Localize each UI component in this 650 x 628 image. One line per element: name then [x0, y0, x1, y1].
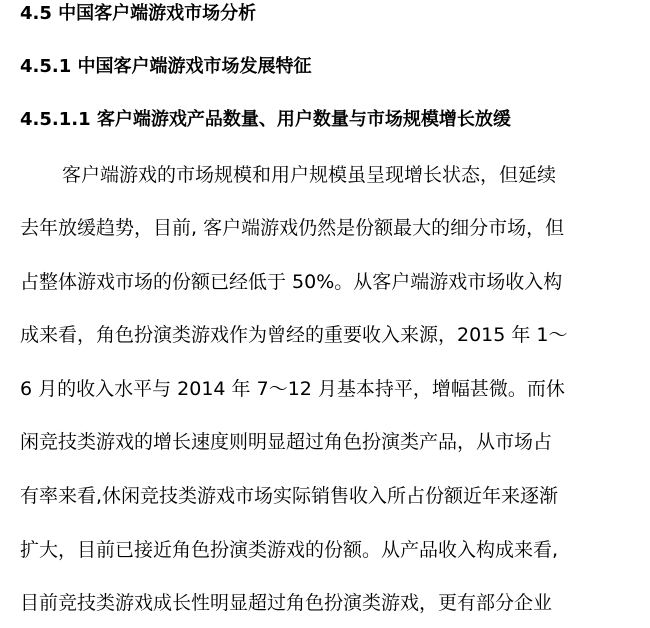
- paragraph-line: 占整体游戏市场的份额已经低于 50%。从客户端游戏市场收入构: [20, 271, 563, 293]
- paragraph-line: 6 月的收入水平与 2014 年 7～12 月基本持平，增幅甚微。而休: [20, 378, 565, 400]
- paragraph-line: 去年放缓趋势，目前, 客户端游戏仍然是份额最大的细分市场，但: [20, 217, 565, 239]
- paragraph-line: 目前竞技类游戏成长性明显超过角色扮演类游戏，更有部分企业: [20, 592, 553, 614]
- paragraph-line: 有率来看,休闲竞技类游戏市场实际销售收入所占份额近年来逐渐: [20, 485, 559, 507]
- paragraph-line: 客户端游戏的市场规模和用户规模虽呈现增长状态，但延续: [62, 164, 557, 186]
- section-heading: 4.5 中国客户端游戏市场分析: [20, 3, 257, 24]
- paragraph-line: 成来看，角色扮演类游戏作为曾经的重要收入来源，2015 年 1～: [20, 324, 568, 346]
- subsection-heading: 4.5.1 中国客户端游戏市场发展特征: [20, 56, 312, 77]
- paragraph-line: 扩大，目前已接近角色扮演类游戏的份额。从产品收入构成来看,: [20, 539, 559, 561]
- subsubsection-heading: 4.5.1.1 客户端游戏产品数量、用户数量与市场规模增长放缓: [20, 109, 511, 130]
- paragraph-line: 闲竞技类游戏的增长速度则明显超过角色扮演类产品，从市场占: [20, 431, 553, 453]
